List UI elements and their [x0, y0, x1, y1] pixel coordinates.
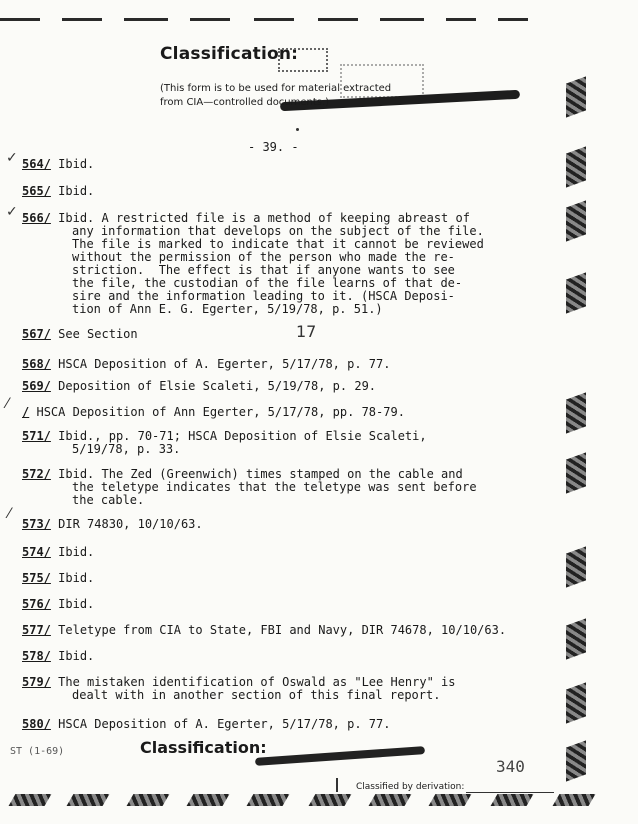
- endnote: [22, 598, 582, 611]
- endnote-text: Deposition of Elsie Scaleti, 5/19/78, p. 29.: [58, 379, 377, 393]
- right-edge-marks: [566, 80, 596, 780]
- endnote-number: 566/: [22, 211, 51, 225]
- endnote: [22, 718, 582, 731]
- form-note-line-1: (This form is to be used for material extracted: [160, 83, 392, 94]
- endnote-line: [22, 303, 582, 316]
- endnote-number: 569/: [22, 379, 51, 393]
- endnote-number: /: [22, 405, 30, 419]
- endnote: [22, 468, 582, 507]
- handwritten-17: 17: [296, 322, 317, 341]
- endnote-line: [22, 518, 582, 531]
- endnote-number: 564/: [22, 157, 51, 171]
- endnote-text: the teletype indicates that the teletype was sent before: [72, 480, 477, 494]
- handwritten-page-number: 340: [496, 757, 525, 776]
- endnote-line: [22, 598, 582, 611]
- endnote-number: 572/: [22, 467, 51, 481]
- footer-classification-label: Classification:: [140, 738, 267, 757]
- endnote: [22, 380, 582, 393]
- endnote: [22, 518, 582, 531]
- endnote: [22, 158, 582, 171]
- classification-stamp: [278, 48, 328, 72]
- endnote-line: [22, 546, 582, 559]
- endnote: [22, 624, 582, 637]
- endnote-number: 576/: [22, 597, 51, 611]
- endnote-line: [22, 494, 582, 507]
- endnote-number: 575/: [22, 571, 51, 585]
- endnote-text: Ibid.: [58, 597, 95, 611]
- endnote-line: [22, 406, 582, 419]
- endnote-text: HSCA Deposition of Ann Egerter, 5/17/78, pp. 78-79.: [36, 405, 405, 419]
- endnote-text: Ibid. A restricted file is a method of keeping abreast of: [58, 211, 470, 225]
- endnote-number: 568/: [22, 357, 51, 371]
- endnote-line: [22, 718, 582, 731]
- endnote-text: tion of Ann E. G. Egerter, 5/19/78, p. 51.): [72, 302, 383, 316]
- endnote-text: any information that develops on the subject of the file.: [72, 224, 484, 238]
- endnote-text: Teletype from CIA to State, FBI and Navy, DIR 74678, 10/10/63.: [58, 623, 507, 637]
- speck: [296, 128, 299, 131]
- endnote-line: [22, 650, 582, 663]
- endnote-text: Ibid.: [58, 649, 95, 663]
- endnote-text: the file, the custodian of the file learns of that de-: [72, 276, 463, 290]
- endnote-text: DIR 74830, 10/10/63.: [58, 517, 203, 531]
- page-number: - 39. -: [248, 140, 299, 154]
- bottom-edge-marks: [0, 794, 638, 818]
- endnote-number: 578/: [22, 649, 51, 663]
- endnote-text: Ibid.: [58, 571, 95, 585]
- endnote-number: 571/: [22, 429, 51, 443]
- endnote-number: 573/: [22, 517, 51, 531]
- endnote-number: 580/: [22, 717, 51, 731]
- endnote-text: striction. The effect is that if anyone wants to see: [72, 263, 455, 277]
- endnote: [22, 676, 582, 702]
- form-note-line-2: from CIA—controlled documents.): [160, 97, 330, 108]
- endnote-text: Ibid.: [58, 184, 95, 198]
- header-classification-label: Classification:: [160, 44, 299, 64]
- derivation-label: Classified by derivation:: [356, 782, 465, 792]
- endnote: [22, 358, 582, 371]
- endnote-text: Ibid.: [58, 157, 95, 171]
- endnote: [22, 572, 582, 585]
- endnote-line: [22, 689, 582, 702]
- endnote: [22, 650, 582, 663]
- endnote-text: The file is marked to indicate that it cannot be reviewed: [72, 237, 484, 251]
- endnote: [22, 430, 582, 456]
- endnote-text: Ibid.: [58, 545, 95, 559]
- endnote-number: 567/: [22, 327, 51, 341]
- endnote-text: the cable.: [72, 493, 145, 507]
- check-mark-icon: ✓: [6, 150, 18, 166]
- pen-mark-icon: ⁄: [8, 506, 11, 522]
- endnote-text: See Section: [58, 327, 138, 341]
- endnote-text: The mistaken identification of Oswald as "Lee Henry" is: [58, 675, 456, 689]
- endnote-text: sire and the information leading to it. (HSCA Deposi-: [72, 289, 455, 303]
- divider-bar: [336, 778, 338, 792]
- endnote-text: without the permission of the person who made the re-: [72, 250, 455, 264]
- endnote-line: [22, 624, 582, 637]
- form-code: ST (1-69): [10, 746, 65, 757]
- derivation-line: [466, 792, 554, 793]
- endnote-text: HSCA Deposition of A. Egerter, 5/17/78, p. 77.: [58, 717, 391, 731]
- top-dash-border: [0, 18, 638, 26]
- endnote-text: Ibid., pp. 70-71; HSCA Deposition of Elsie Scaleti,: [58, 429, 427, 443]
- endnote-number: 579/: [22, 675, 51, 689]
- endnote-number: 565/: [22, 184, 51, 198]
- endnote-text: 5/19/78, p. 33.: [72, 442, 181, 456]
- endnote: [22, 406, 582, 419]
- endnote-line: [22, 185, 582, 198]
- endnote-line: [22, 443, 582, 456]
- endnote-text: dealt with in another section of this final report.: [72, 688, 441, 702]
- endnote-number: 577/: [22, 623, 51, 637]
- endnote: [22, 185, 582, 198]
- endnote: [22, 546, 582, 559]
- endnote-number: 574/: [22, 545, 51, 559]
- endnote-line: [22, 572, 582, 585]
- endnote-text: HSCA Deposition of A. Egerter, 5/17/78, p. 77.: [58, 357, 391, 371]
- form-note: [160, 82, 450, 110]
- endnote-line: [22, 158, 582, 171]
- endnote-text: Ibid. The Zed (Greenwich) times stamped on the cable and: [58, 467, 463, 481]
- check-mark-icon: ⁄: [6, 396, 9, 412]
- endnote: [22, 212, 582, 316]
- endnote-line: [22, 358, 582, 371]
- endnote-line: [22, 380, 582, 393]
- header: [160, 44, 520, 64]
- check-mark-icon: ✓: [6, 204, 18, 220]
- footer-redaction-smudge: [255, 746, 425, 766]
